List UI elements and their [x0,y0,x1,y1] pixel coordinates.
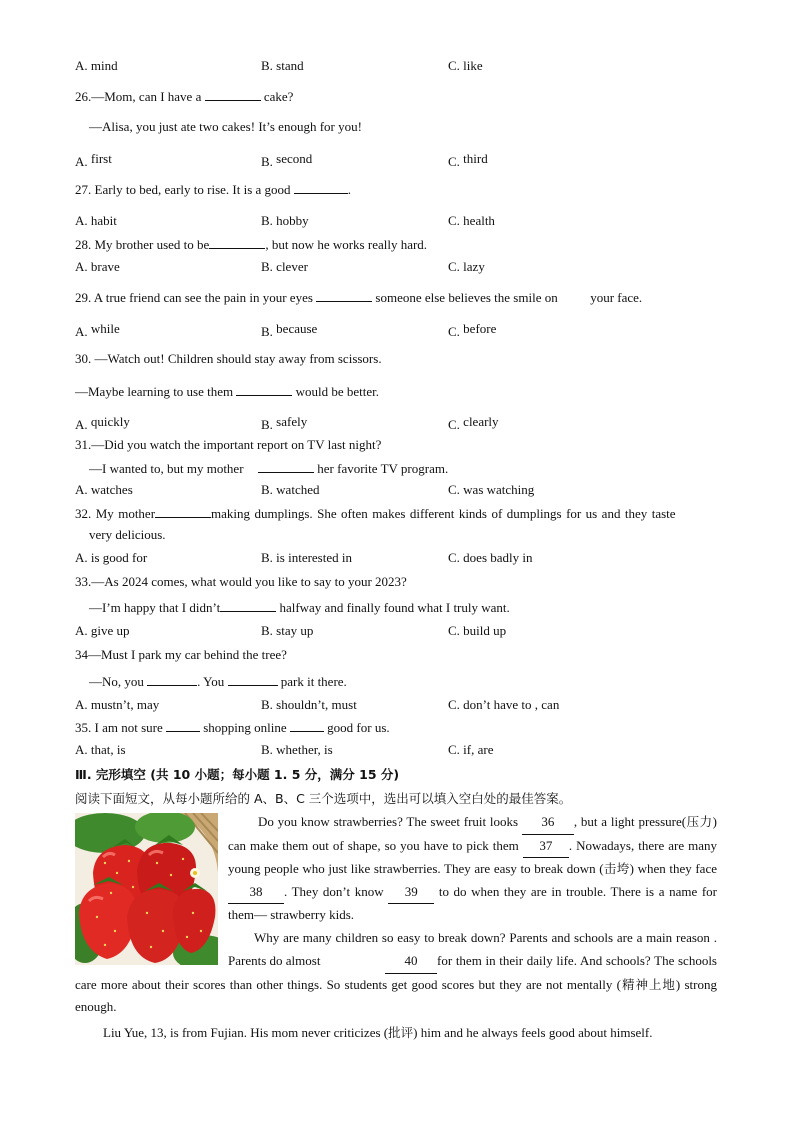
q33-blank [220,599,276,612]
q29-option-a [75,321,120,337]
p2-zh-mental: 精神上地 [620,976,676,992]
q26-option-b [261,151,312,167]
q25-option-b: B. stand [261,58,304,73]
blank-40: 40 [385,950,437,974]
q32-stem-cont: very delicious. [89,527,166,542]
q26-blank [205,88,261,101]
q31-option-c: C. was watching [448,482,535,497]
q33-reply-post: halfway and finally found what I truly want. [279,600,510,615]
blank-39: 39 [388,881,434,905]
p1-zh-break: 击垮 [603,861,630,876]
q35-option-c: C. if, are [448,742,494,757]
q28-option-a: A. brave [75,259,120,274]
q30-option-b [261,414,307,430]
q26-stem-pre: 26.—Mom, can I have a [75,89,202,104]
q30-option-c [448,414,499,430]
q29-option-a-letter: A. [75,324,88,339]
q30-option-b-letter: B. [261,417,273,432]
q25-option-c: C. like [448,58,483,73]
q29-stem-mid: someone else believes the smile on [375,290,558,305]
strawberry-image [75,813,218,965]
q35-blank-1 [166,719,200,732]
q34-reply-post: park it there. [280,674,347,689]
q33-stem: 33.—As 2024 comes, what would you like to say to your 2023? [75,574,407,589]
q33-option-c: C. build up [448,623,507,638]
q30-blank [236,383,292,396]
q31-option-a: A. watches [75,482,133,497]
p1-zh-pressure: 压力 [686,814,713,829]
q28-stem-post: , but now he works really hard. [265,237,428,252]
q26-option-b-text: second [276,151,313,166]
q33-reply-pre: —I’m happy that I didn’t [89,600,221,615]
q29-option-a-text: while [90,321,120,336]
q29-option-c [448,321,496,337]
q28-stem-pre: 28. My brother used to be [75,237,210,252]
q32-option-c: C. does badly in [448,550,533,565]
q30-option-a [75,414,130,430]
q31-stem: 31.—Did you watch the important report on TV last night? [75,437,382,452]
q33-option-a: A. give up [75,623,130,638]
blank-38: 38 [228,881,284,905]
q26-option-b-letter: B. [261,154,273,169]
q34-reply [89,673,347,690]
q31-reply-post: her favorite TV program. [317,461,449,476]
q30-option-a-text: quickly [90,414,130,429]
q32-blank [155,505,211,518]
q26-option-c-letter: C. [448,154,460,169]
q27-stem-pre: 27. Early to bed, early to rise. It is a good [75,182,291,197]
q34-option-c: C. don’t have to , can [448,697,560,712]
q35-stem [75,719,390,736]
q34-option-b: B. shouldn’t, must [261,697,357,712]
q30-reply [75,383,379,400]
q35-stem-pre: 35. I am not sure [75,720,163,735]
q29-option-b [261,321,317,337]
p1-text-b: , but a light pressure( [573,814,687,829]
q26-option-a-text: first [90,151,112,166]
p1-text-g: to do when they are in trouble. There is a name for them— strawberry kids. [228,883,717,922]
q28-blank [209,236,265,249]
q27-option-b: B. hobby [261,213,309,228]
q32-stem-post: making dumplings. She often makes different kinds of dumplings for us and they taste [211,506,676,521]
q30-option-a-letter: A. [75,417,88,432]
q35-option-a: A. that, is [75,742,126,757]
q27-stem [75,181,351,198]
q26-stem-post: cake? [263,89,294,104]
q32-option-a: A. is good for [75,550,148,565]
q32-stem-pre: 32. My mother [75,506,156,521]
q28-option-b: B. clever [261,259,308,274]
q30-option-c-text: clearly [463,414,499,429]
q26-option-a-letter: A. [75,154,88,169]
q35-blank-2 [290,719,324,732]
q29-option-b-text: because [276,321,318,336]
q29-option-c-letter: C. [448,324,460,339]
q26-stem [75,88,293,105]
q33-option-b: B. stay up [261,623,314,638]
q31-blank [258,460,314,473]
q29-stem [75,289,642,306]
q29-stem-post: your face. [590,290,643,305]
p1-text-d: . Nowadays, there are many young people who just like strawberries. They are easy to break down ( [228,837,718,876]
q29-stem-pre: 29. A true friend can see the pain in your eyes [75,290,313,305]
q30-reply-pre: —Maybe learning to use them [75,384,234,399]
q27-option-a: A. habit [75,213,117,228]
q29-blank [316,289,372,302]
q26-option-a [75,151,112,167]
q27-blank [294,181,348,194]
q27-option-c: C. health [448,213,495,228]
q34-option-a: A. mustn’t, may [75,697,160,712]
q30-option-b-text: safely [276,414,308,429]
p2-text-a: Why are many children so easy to break down? Parents and schools are a main reason . Parents do almost [228,930,717,968]
q30-reply-post: would be better. [295,384,380,399]
q34-blank-2 [228,673,278,686]
p1-text-e: ) when they face [629,861,717,876]
passage-paragraph-2-bottom [75,950,717,1019]
q28-stem [75,236,427,253]
passage-paragraph-3 [75,1022,717,1045]
q32-option-b: B. is interested in [261,550,352,565]
q33-reply [89,599,510,616]
q32-stem [75,505,676,522]
q31-reply-pre: —I wanted to, but my mother [89,461,244,476]
q34-reply-mid: . You [197,674,225,689]
p2-text-b: for them in their daily life. And schools? The schools care more about their scores than other things. So students get good scores but they are not mentally ( [75,953,717,992]
q25-option-a: A. mind [75,58,118,73]
blank-36: 36 [522,811,574,835]
q29-option-c-text: before [463,321,497,336]
passage-paragraph-1 [228,811,717,927]
p1-text-f: . They don’t know [284,883,384,899]
q35-stem-mid: shopping online [203,720,287,735]
q26-reply: —Alisa, you just ate two cakes! It’s enough for you! [89,119,362,134]
q26-option-c [448,151,488,167]
q30-option-c-letter: C. [448,417,460,432]
q26-option-c-text: third [463,151,488,166]
p2-text-c: ) strong enough. [75,976,717,1014]
section-title: Ⅲ. 完形填空 (共 10 小题；每小题 1. 5 分，满分 15 分) [75,767,400,782]
q34-reply-pre: —No, you [89,674,144,689]
p3-zh-criticize: 批评 [388,1025,414,1040]
q35-option-b: B. whether, is [261,742,333,757]
q30-stem: 30. —Watch out! Children should stay away from scissors. [75,351,382,366]
q35-stem-post: good for us. [327,720,390,735]
blank-37: 37 [523,835,569,859]
q31-option-b: B. watched [261,482,320,497]
section-instruction: 阅读下面短文，从每小题所给的 A、B、C 三个选项中，选出可以填入空白处的最佳答案。 [75,791,572,806]
p1-text-c: ) can make them out of shape, so you have to pick them [228,814,718,853]
q34-blank-1 [147,673,197,686]
p1-text-a: Do you know strawberries? The sweet fruit looks [258,814,519,829]
q28-option-c: C. lazy [448,259,485,274]
p3-text-b: ) him and he always feels good about himself. [413,1025,653,1040]
q29-option-b-letter: B. [261,324,273,339]
q31-reply [89,460,448,477]
p3-text-a: Liu Yue, 13, is from Fujian. His mom never criticizes ( [103,1025,389,1040]
q27-stem-post: . [347,182,352,197]
q34-stem: 34—Must I park my car behind the tree? [75,647,287,662]
